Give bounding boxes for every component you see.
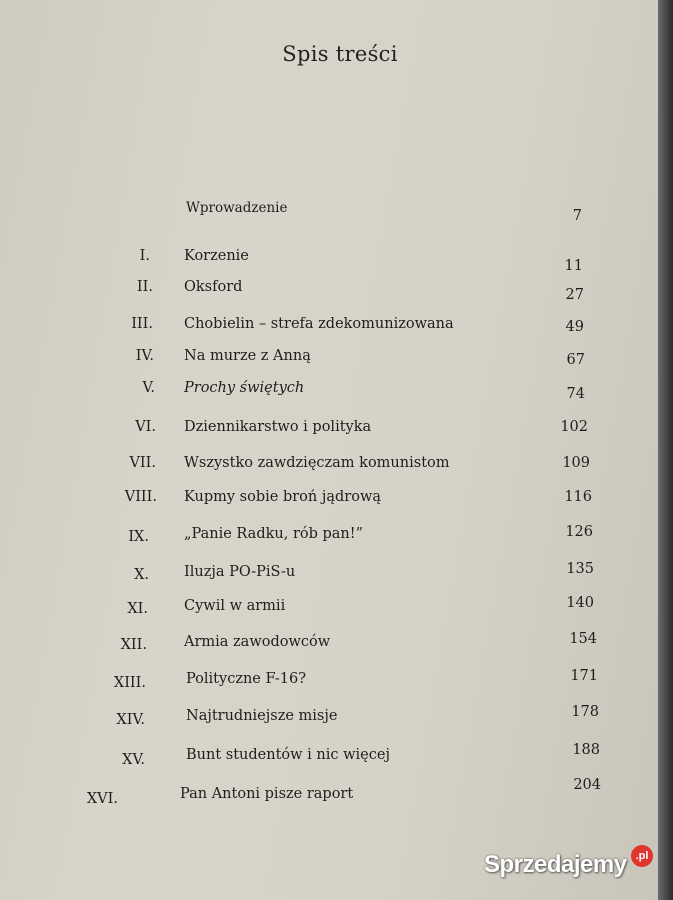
chapter-page: 109 [562,455,590,471]
toc-entry [0,455,658,483]
chapter-numeral: I. [139,248,150,264]
toc-entry [0,704,658,736]
chapter-page: 102 [560,419,588,435]
chapter-numeral: VI. [135,419,156,435]
chapter-title: Prochy świętych [184,380,305,396]
toc-entry [0,248,658,276]
chapter-page: 7 [572,208,582,224]
toc-entry [0,526,658,554]
chapter-numeral: V. [142,380,155,396]
toc-entry [0,348,658,376]
watermark-logo: Sprzedajemy [484,851,627,878]
chapter-title: Korzenie [184,248,249,264]
chapter-page: 27 [565,287,584,303]
chapter-numeral: IX. [128,529,149,545]
toc-entry [0,561,658,592]
toc-entry [0,742,658,775]
chapter-numeral: XIII. [113,675,146,691]
chapter-title: Pan Antoni pisze raport [180,786,354,802]
chapter-title: Wszystko zawdzięczam komunistom [184,455,450,471]
chapter-page: 74 [566,386,585,402]
toc-entry [0,668,658,699]
chapter-numeral: XIV. [116,712,145,728]
page-edge-shadow [658,0,673,900]
toc-entry [0,279,658,307]
chapter-page: 171 [570,668,598,684]
chapter-numeral: XII. [120,637,147,653]
chapter-title: Cywil w armii [184,598,286,614]
toc-entry [0,419,658,447]
chapter-page: 135 [566,561,594,577]
chapter-title: Wprowadzenie [186,200,288,216]
toc-entry [0,489,658,517]
toc-entry-intro [0,200,658,228]
chapter-numeral: VII. [129,455,156,471]
chapter-page: 204 [573,777,601,793]
chapter-page: 116 [564,489,592,505]
chapter-page: 178 [571,704,599,720]
chapter-numeral: XV. [122,752,145,768]
chapter-page: 11 [564,258,583,274]
chapter-title: „Panie Radku, rób pan!” [184,526,364,542]
toc-entry [0,777,658,814]
chapter-page: 140 [566,595,594,611]
chapter-numeral: XVI. [86,791,118,807]
chapter-title: Najtrudniejsze misje [186,708,338,724]
chapter-numeral: VIII. [124,489,157,505]
chapter-title: Chobielin – strefa zdekomunizowana [184,316,454,332]
toc-entry [0,595,658,626]
watermark-badge-icon: .pl [631,845,653,867]
chapter-numeral: IV. [135,348,154,364]
chapter-numeral: XI. [127,601,148,617]
chapter-title: Oksford [184,279,243,295]
chapter-title: Armia zawodowców [184,634,331,650]
toc-title: Spis treści [282,42,398,66]
chapter-title: Bunt studentów i nic więcej [186,747,390,763]
chapter-numeral: II. [136,279,153,295]
chapter-page: 126 [565,524,593,540]
chapter-title: Na murze z Anną [184,348,311,364]
chapter-title: Kupmy sobie broń jądrową [184,489,381,505]
chapter-page: 49 [565,319,584,335]
chapter-numeral: X. [134,567,149,583]
toc-entry [0,380,658,408]
chapter-title: Iluzja PO-PiS-u [184,564,296,580]
chapter-page: 188 [572,742,600,758]
chapter-page: 154 [569,631,597,647]
chapter-title: Polityczne F-16? [186,671,307,687]
chapter-page: 67 [566,352,585,368]
toc-entry [0,631,658,662]
chapter-numeral: III. [131,316,153,332]
chapter-title: Dziennikarstwo i polityka [184,419,372,435]
toc-entry [0,316,658,344]
